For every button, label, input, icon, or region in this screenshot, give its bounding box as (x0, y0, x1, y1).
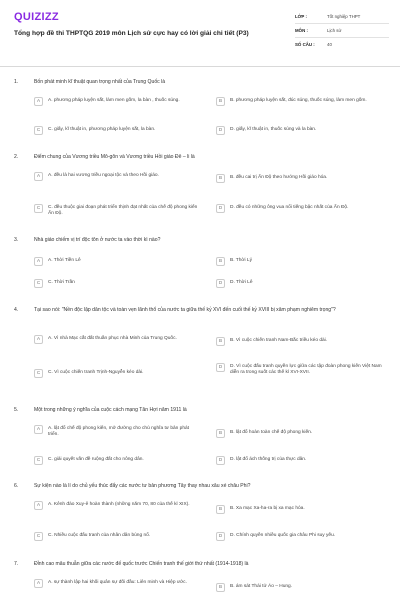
question-text: Tại sao nói: "Nền độc lập dân tộc và toàn vẹn lãnh thổ của nước ta giữa thế kỷ XVI đến cuối thế kỷ XVIII bị xâm phạm nghiêm trọng"? (34, 307, 336, 313)
answer-option[interactable] (34, 502, 196, 510)
option-text: A. Thời Tiền Lê (48, 258, 81, 263)
question-number: 4. (14, 307, 19, 313)
worksheet-header (0, 0, 400, 62)
question-text: Bốn phát minh kĩ thuật quan trọng nhất của Trung Quốc là (34, 79, 166, 85)
question-number: 6. (14, 483, 19, 489)
meta-value: Lịch sử (327, 28, 342, 33)
option-text: B. Thời Lý (230, 258, 252, 263)
answer-option[interactable] (34, 258, 204, 266)
option-letter-badge: A (34, 425, 43, 434)
option-letter-badge: D (216, 204, 225, 213)
quizizz-logo: QUIZIZZ (14, 11, 59, 23)
answer-option[interactable] (34, 205, 204, 217)
option-letter-badge: A (34, 335, 43, 344)
meta-row-class (295, 10, 389, 24)
option-text: D. Thời Lê (230, 280, 253, 285)
option-text: A. lật đổ chế độ phong kiến, mở đường cho chủ nghĩa tư bản phát triển. (48, 426, 189, 438)
option-text: B. đều cai trị Ấn Độ theo hướng Hồi giáo hóa. (230, 175, 328, 180)
answer-option[interactable] (34, 98, 190, 106)
question-number: 3. (14, 237, 19, 243)
option-text: C. giải quyết vấn đề ruộng đất cho nông dân. (48, 457, 144, 462)
option-text: D. lật đổ ách thống trị của thực dân. (230, 457, 307, 462)
option-letter-badge: A (34, 97, 43, 106)
answer-option[interactable] (216, 533, 386, 541)
option-text: C. Thời Trần (48, 280, 75, 285)
answer-option[interactable] (216, 175, 386, 183)
option-letter-badge: D (216, 126, 225, 135)
option-text: C. Nhiều cuộc đấu tranh của nhân dân bùng nổ. (48, 533, 151, 538)
meta-row-count (295, 38, 389, 51)
meta-label: SỐ CÂU : (295, 42, 315, 47)
answer-option[interactable] (34, 533, 204, 541)
question-text: Sự kiện nào là lí do chủ yếu thúc đẩy các nước tư bản phương Tây thay nhau xâu xé châu Phi? (34, 483, 251, 489)
question-text: Điểm chung của Vương triều Mô-gôn và Vương triều Hồi giáo Đê – li là (34, 154, 195, 160)
answer-option[interactable] (216, 338, 386, 346)
answer-option[interactable] (216, 506, 386, 514)
option-letter-badge: B (216, 97, 225, 106)
option-letter-badge: B (216, 257, 225, 266)
option-letter-badge: D (216, 532, 225, 541)
answer-option[interactable] (216, 430, 386, 438)
question-number: 1. (14, 79, 19, 85)
question-text: Nhà giáo chiếm vị trí độc tôn ở nước ta vào thời kì nào? (34, 237, 161, 243)
option-letter-badge: A (34, 172, 43, 181)
option-text: D. giấy, kĩ thuật in, thuốc súng và la bàn. (230, 127, 317, 132)
option-text: A. phương pháp luyện sắt, làm men gốm, la bàn , thuốc súng. (48, 98, 180, 103)
option-text: D. Vì cuộc đấu tranh quyền lực giữa các tập đoàn phong kiến Việt Nam diễn ra trong suốt các thế kỉ XVI-XVII. (230, 364, 382, 376)
question-text: Một trong những ý nghĩa của cuộc cách mạng Tân Hợi năm 1911 là (34, 407, 187, 413)
meta-row-subject (295, 24, 389, 38)
answer-option[interactable] (216, 205, 386, 213)
answer-option[interactable] (34, 280, 204, 288)
option-text: B. phương pháp luyện sắt, đúc súng, thuốc súng, làm men gốm. (230, 98, 367, 103)
meta-label: MÔN : (295, 28, 308, 33)
header-divider (0, 66, 400, 67)
question-number: 7. (14, 561, 19, 567)
option-text: A. đều là hai vương triều ngoại tộc và theo Hồi giáo. (48, 173, 159, 178)
option-letter-badge: C (34, 369, 43, 378)
worksheet-title: Tổng hợp đề thi THPTQG 2019 môn Lịch sử cực hay có lời giải chi tiết (P3) (14, 30, 249, 37)
option-text: A. sự thành lập hai khối quân sự đối đầu: Liên minh và Hiệp ước. (48, 580, 187, 585)
option-text: C. Vì cuộc chiến tranh Trịnh-Nguyễn kéo dài. (48, 370, 144, 375)
option-letter-badge: B (216, 429, 225, 438)
option-letter-badge: B (216, 174, 225, 183)
option-letter-badge: D (216, 363, 225, 372)
option-letter-badge: C (34, 279, 43, 288)
answer-option[interactable] (34, 426, 196, 438)
answer-option[interactable] (34, 173, 194, 181)
option-text: D. Chính quyền nhiều quốc gia châu Phi suy yếu. (230, 533, 336, 538)
option-text: B. ám sát Thái tử Áo – Hung. (230, 584, 293, 589)
question-number: 5. (14, 407, 19, 413)
option-text: D. đều có những ông vua nổi tiếng bậc nhất của Ấn Độ. (230, 205, 349, 210)
option-letter-badge: A (34, 257, 43, 266)
option-letter-badge: C (34, 204, 43, 213)
option-letter-badge: A (34, 501, 43, 510)
option-text: B. lật đổ hoàn toàn chế độ phong kiến. (230, 430, 313, 435)
option-letter-badge: D (216, 456, 225, 465)
option-letter-badge: C (34, 532, 43, 541)
option-letter-badge: D (216, 279, 225, 288)
option-text: B. Vì cuộc chiến tranh Nam-Bắc triều kéo dài. (230, 338, 328, 343)
option-text: C. đều thuộc giai đoạn phát triển thịnh đạt nhất của chế độ phong kiến Ấn Độ. (48, 205, 198, 217)
meta-value: Tốt nghiệp THPT (327, 14, 361, 19)
option-letter-badge: C (34, 456, 43, 465)
answer-option[interactable] (34, 370, 204, 378)
answer-option[interactable] (216, 127, 386, 135)
answer-option[interactable] (216, 364, 386, 376)
answer-option[interactable] (216, 280, 386, 288)
option-letter-badge: B (216, 505, 225, 514)
answer-option[interactable] (216, 457, 386, 465)
answer-option[interactable] (34, 580, 196, 588)
answer-option[interactable] (216, 584, 386, 592)
answer-option[interactable] (216, 98, 386, 106)
option-letter-badge: B (216, 583, 225, 592)
answer-option[interactable] (216, 258, 386, 266)
question-number: 2. (14, 154, 19, 160)
option-text: A. Kênh đào Xuy-ê hoàn thành (những năm 70, 80 của thế kỉ XIX). (48, 502, 190, 507)
answer-option[interactable] (34, 457, 204, 465)
answer-option[interactable] (34, 127, 204, 135)
option-letter-badge: A (34, 579, 43, 588)
option-text: A. Vì nhà Mạc cắt đất thuần phục nhà Minh của Trung Quốc. (48, 336, 177, 341)
meta-label: LỚP : (295, 14, 307, 19)
option-text: C. giấy, kĩ thuật in, phương pháp luyện sắt, la bàn. (48, 127, 156, 132)
worksheet-meta-table (295, 10, 389, 51)
answer-option[interactable] (34, 336, 194, 344)
question-text: Đỉnh cao mâu thuẫn giữa các nước đế quốc trước Chiến tranh thế giới thứ nhất (1914-1918) là (34, 561, 249, 567)
option-letter-badge: C (34, 126, 43, 135)
option-text: B. Xa mạc Xa-ha-ra bị xa mạc hóa. (230, 506, 305, 511)
meta-value: 40 (327, 42, 332, 47)
option-letter-badge: B (216, 337, 225, 346)
